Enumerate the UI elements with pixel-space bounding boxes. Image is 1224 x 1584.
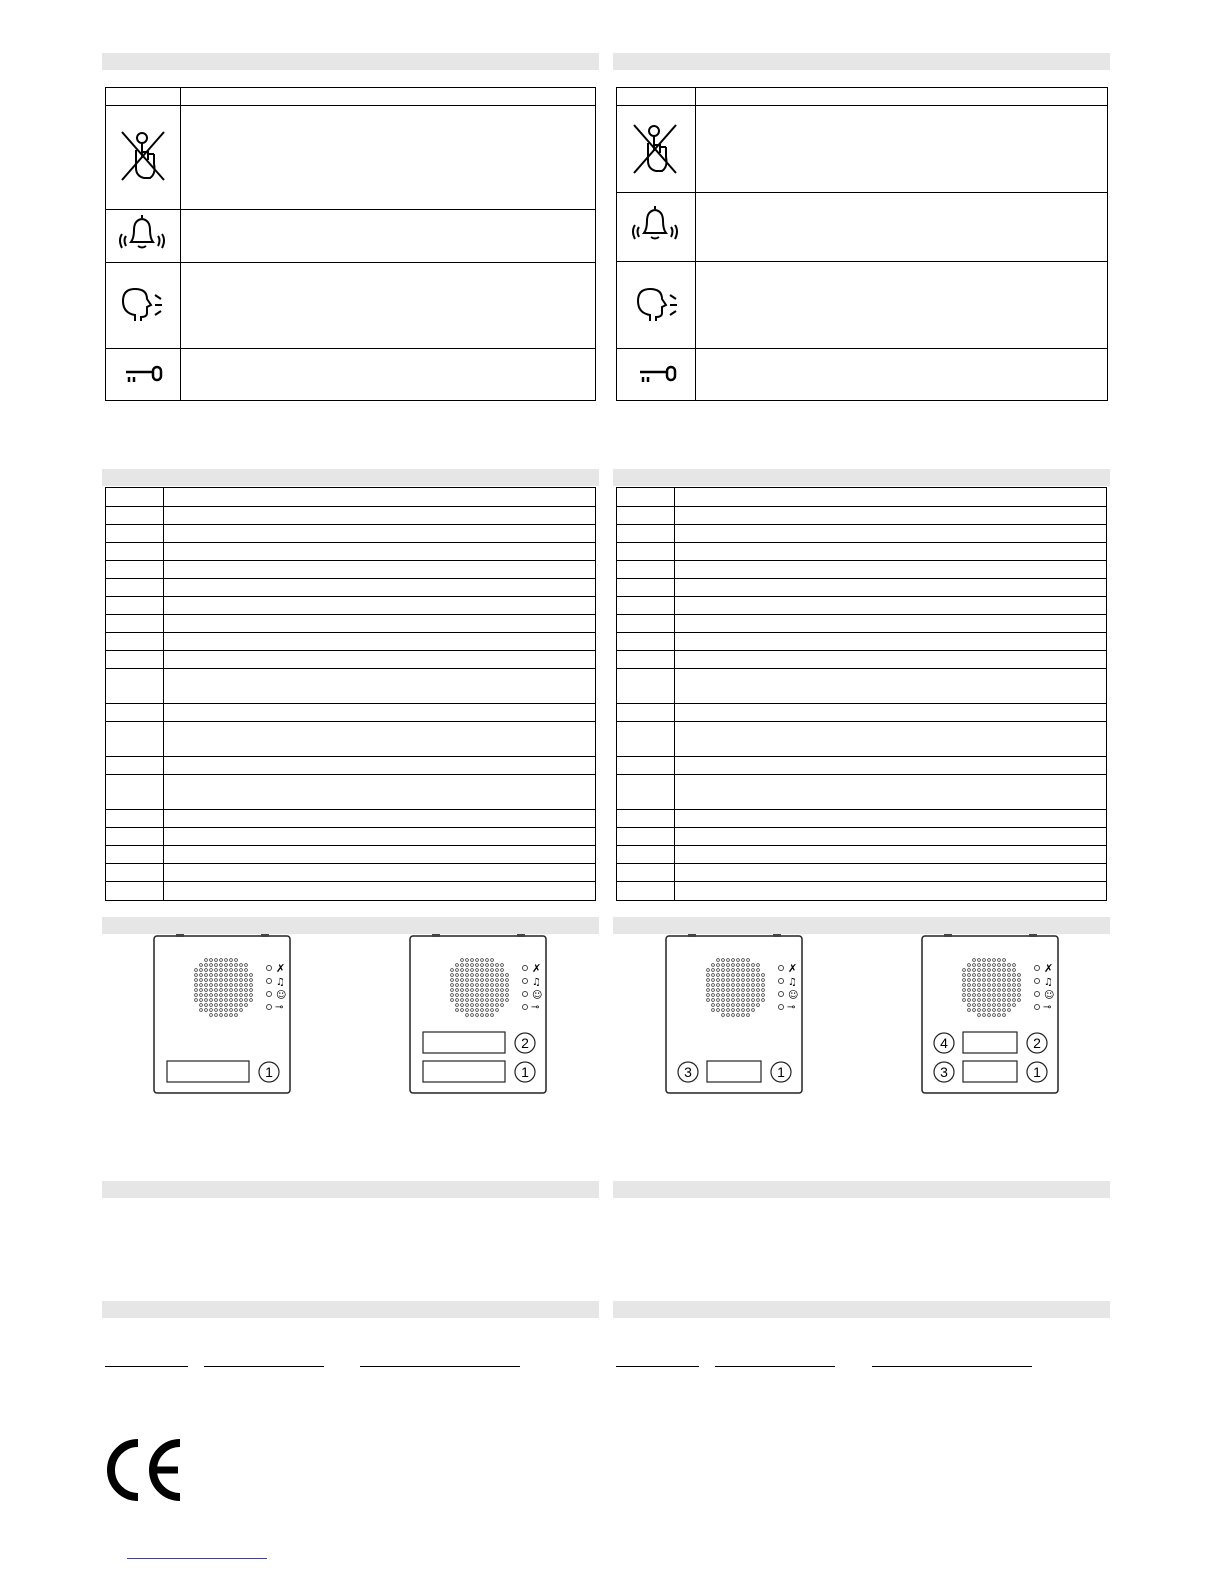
speaking-head-icon <box>630 285 682 327</box>
spec-table-left <box>105 487 596 901</box>
section-bar-right-1 <box>613 53 1110 70</box>
svg-text:✗: ✗ <box>788 962 798 975</box>
svg-text:☺: ☺ <box>788 990 799 1001</box>
section-bar-left-4 <box>102 1181 599 1198</box>
signature-line <box>616 1366 699 1367</box>
section-bar-left-5 <box>102 1301 599 1318</box>
button-number: 3 <box>684 1064 692 1080</box>
svg-text:♫: ♫ <box>1044 977 1053 988</box>
signature-line <box>105 1366 188 1367</box>
section-bar-right-2 <box>613 469 1110 486</box>
svg-text:☺: ☺ <box>532 990 543 1001</box>
button-number: 4 <box>940 1035 948 1051</box>
section-bar-left-3 <box>102 917 599 934</box>
svg-text:⊸: ⊸ <box>787 1002 796 1013</box>
door-panel-2-buttons <box>409 934 549 1096</box>
door-panel-3-buttons <box>665 934 805 1096</box>
section-bar-right-4 <box>613 1181 1110 1198</box>
speaking-head-icon <box>115 285 167 327</box>
led-icon-table-left <box>105 87 596 401</box>
no-press-icon <box>118 128 168 184</box>
website-link-underline[interactable] <box>127 1558 267 1559</box>
svg-text:☺: ☺ <box>276 990 287 1001</box>
button-number: 1 <box>265 1064 273 1080</box>
svg-text:♫: ♫ <box>788 977 797 988</box>
signature-line <box>204 1366 324 1367</box>
spec-table-right <box>616 487 1107 901</box>
bell-icon <box>627 203 683 245</box>
signature-line <box>872 1366 1032 1367</box>
button-number: 2 <box>521 1035 529 1051</box>
button-number: 1 <box>1033 1064 1041 1080</box>
button-number: 3 <box>940 1064 948 1080</box>
svg-text:✗: ✗ <box>532 962 542 975</box>
door-panel-1-button <box>153 934 293 1096</box>
door-panel-4-buttons <box>921 934 1061 1096</box>
button-number: 1 <box>777 1064 785 1080</box>
svg-text:⊸: ⊸ <box>1043 1002 1052 1013</box>
svg-text:☺: ☺ <box>1044 990 1055 1001</box>
svg-text:♫: ♫ <box>532 977 541 988</box>
svg-text:✗: ✗ <box>276 962 286 975</box>
svg-text:✗: ✗ <box>1044 962 1054 975</box>
key-icon <box>124 365 164 385</box>
section-bar-left-1 <box>102 53 599 70</box>
led-icon-table-right <box>616 87 1108 401</box>
svg-text:♫: ♫ <box>276 977 285 988</box>
bell-icon <box>114 212 170 254</box>
svg-text:⊸: ⊸ <box>275 1002 284 1013</box>
section-bar-left-2 <box>102 469 599 486</box>
no-press-icon <box>630 121 680 177</box>
signature-line <box>360 1366 520 1367</box>
signature-line <box>715 1366 835 1367</box>
section-bar-right-5 <box>613 1301 1110 1318</box>
svg-text:⊸: ⊸ <box>531 1002 540 1013</box>
button-number: 2 <box>1033 1035 1041 1051</box>
section-bar-right-3 <box>613 917 1110 934</box>
key-icon <box>638 365 678 385</box>
button-number: 1 <box>521 1064 529 1080</box>
ce-mark <box>104 1437 186 1503</box>
